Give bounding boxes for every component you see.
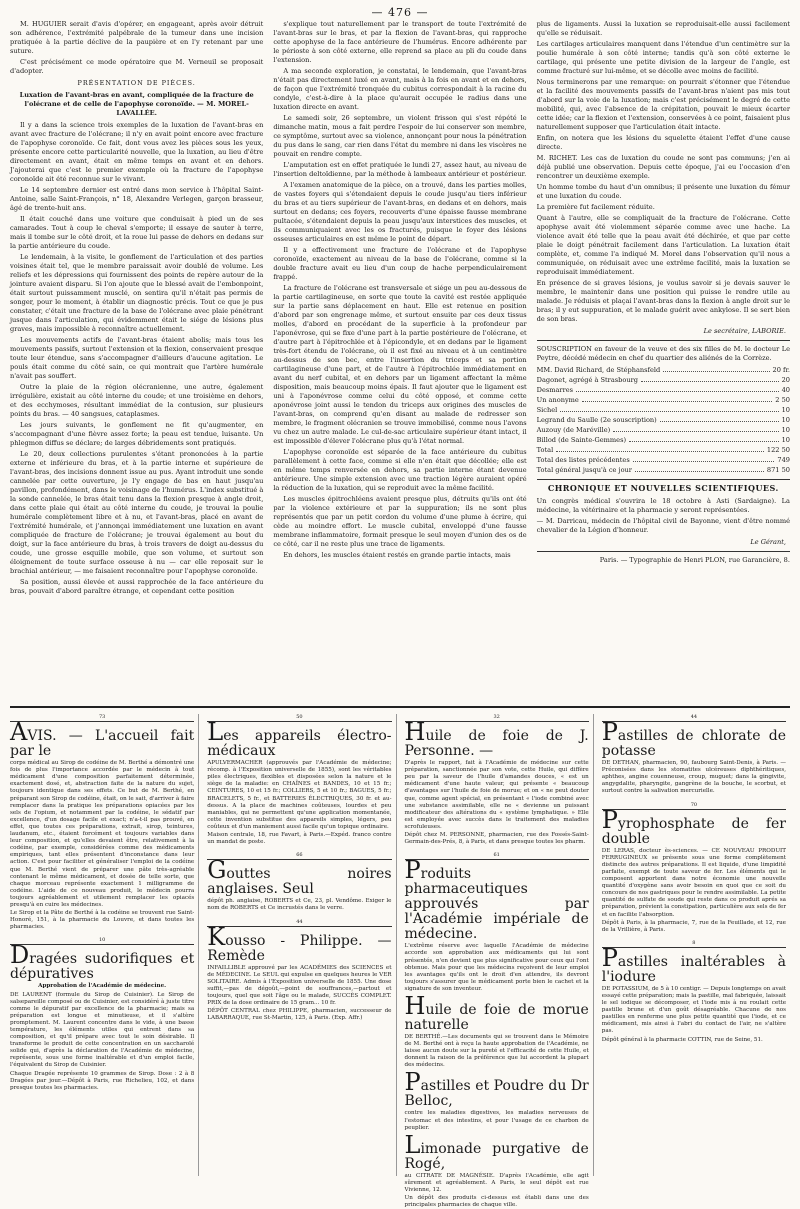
paragraph: En dehors, les muscles étaient restés en grande partie intacts, mais <box>283 551 511 559</box>
paragraph: Il était couché dans une voiture que conduisait à pied un de ses camarades. Tout à coup le cheval s'emporte; il essaye de sauter à terre, mais il tombe sur le côté droit, et la roue lui passe de dehors en dedans sur la partie antérieure du coude. <box>10 215 264 250</box>
subscriber-name: Un anonyme <box>536 396 579 404</box>
subscription-row <box>537 425 790 435</box>
ad-title: Les appareils électro-médicaux <box>207 718 392 760</box>
paragraph: plus de ligaments. Aussi la luxation se reproduisait-elle aussi facilement qu'elle se réduisait. <box>536 20 790 37</box>
subscription-amount: 40 <box>781 386 790 394</box>
paragraph: Quant à l'autre, elle se compliquait de la fracture de l'olécrane. Cette apophyse avait été violemment séparée comme avec une hache. La violence avait été telle que la peau avait été déchirée, et que par cette plaie le doigt pénétrait facilement dans l'articulation. La luxation était complète, et, comme l'a indiqué M. Morel dans l'observation qu'il nous a communiquée, on réduisait avec une extrême facilité, mais la luxation se reproduisait immédiatement. <box>536 214 790 276</box>
paragraph: En présence de si graves lésions, je voulus savoir si je devais sauver le membre, le maintenir dans une position qui puisse le rendre utile au malade. Je réduisis et plaçai l'avant-bras dans la flexion à angle droit sur le bras; il y eut suppuration, et le malade guérit avec ankylose. Il se sert bien de son bras. <box>536 279 790 323</box>
paragraph: Le samedi soir, 26 septembre, un violent frisson qui s'est répété le dimanche matin, mous a fait perdre l'espoir de lui conserver son membre, ce symptôme, surtout avec sa violence, annonçant pour nous la pénétration du pus dans le sang, car rien dans l'état du membre ni dans les viscères ne pouvait en rendre compte. <box>273 114 527 158</box>
advertisement <box>602 940 786 1044</box>
leader-dots <box>663 365 769 372</box>
subscription-row <box>537 465 790 475</box>
ad-number: 32 <box>405 714 589 722</box>
ad-title: Huile de foie de morue naturelle <box>404 991 589 1033</box>
advertisement <box>10 714 194 931</box>
ad-title: Kousso - Philippe. — Remède <box>207 922 392 964</box>
ad-column-2 <box>207 714 396 1176</box>
leader-dots <box>633 455 775 462</box>
advertisement <box>602 802 786 934</box>
ad-footer: Dépôt à Paris, à la pharmacie, 7, rue de la Feuillade, et 12, rue de la Vrillière, à Paris. <box>601 919 786 933</box>
paragraph: La première fut facilement réduite. <box>536 203 655 211</box>
paragraph: C'est précisément ce mode opératoire que M. Verneuil se proposait d'adopter. <box>10 58 264 75</box>
article-subhead: Luxation de l'avant-bras en avant, compliquée de la fracture de l'olécrane et de celle de l'apophyse coronoïde. — M. MOREL-LAVALLÉE. <box>19 91 254 117</box>
ad-number: 61 <box>405 852 589 860</box>
subscriber-name: Auzouy (de Maréville) <box>536 426 611 434</box>
ad-column-1 <box>10 714 199 1176</box>
ad-title: Gouttes noires anglaises. Seul <box>207 856 392 898</box>
advertisement <box>10 937 194 1092</box>
paragraph: Les muscles épitrochléens avaient presque plus, détruits qu'ils ont été par la violence extérieure et par la suppuration; ils ne sont plus représentés que par un petit cordon du volume d'une plume à écrire, qui cède au moindre effort. Le muscle cubital, enveloppé d'une fausse membrane inflammatoire, formait presque le seul moyen d'union des os de ce côté, car il ne reste plus une trace de ligaments. <box>273 495 527 548</box>
article-columns <box>10 20 790 700</box>
divider <box>537 479 790 480</box>
divider <box>537 340 790 341</box>
subscription-row <box>537 385 790 395</box>
subscription-row <box>537 365 790 375</box>
ad-footer: Maison centrale, 18, rue Favart, à Paris.—Expéd. franco contre un mandat de poste. <box>207 832 392 846</box>
paragraph: L'apophyse coronoïde est séparée de la face antérieure du cubitus parallèlement à cette face, comme si elle n'en était que décollée; elle est en même temps renversée en dehors, sa partie interne étant devenue antérieure. Une simple extension avec une traction légère auraient opéré la réduction de la luxation, qui se reproduit avec la même facilité. <box>273 448 527 492</box>
advertisement <box>404 991 589 1069</box>
subscription-amount: 20 fr. <box>772 366 790 374</box>
subscription-row <box>537 375 790 385</box>
advertisement <box>207 714 391 846</box>
paragraph: Nous terminerons par une remarque: on pourrait s'étonner que l'étendue et la facilité des mouvements passifs de l'avant-bras n'aient pas mis tout d'abord sur la voie de la luxation; mais c'est précisément le degré de cette mobilité, qui, avec l'absence de la crépitation, pouvait le mieux écarter cette idée; car la flexion et l'extension, conservées à ce point, faisaient plus naturellement supposer que l'articulation était intacte. <box>536 78 790 131</box>
subscription-row <box>537 445 790 455</box>
advertisement <box>207 852 391 912</box>
ad-body: D'après le rapport, fait à l'Académie de médecine sur cette préparation, sanctionnée par son vote, cette Huile, qui diffère peu par la saveur de l'huile d'amandes douces, « est un médicament d'une haute valeur, qui présente « beaucoup d'avantages sur l'huile de foie de morue; et on « ne peut douter que, comme agent spécial, en présentant « l'iode combiné avec une substance assimilable, elle ne « devienne un puissant modificateur des altérations du « système lymphatique. » Elle est employée avec succès dans le traitement des maladies scrofuleuses. <box>404 760 589 830</box>
ad-number: 44 <box>602 714 786 722</box>
subscription-row <box>537 395 790 405</box>
ad-title: Pastilles de chlorate de potasse <box>601 718 786 760</box>
leader-dots <box>576 385 779 392</box>
ads-divider <box>10 706 790 708</box>
ad-body: DE LAURENT (formule du Sirop de Cuisinier). Le Sirop de salsepareille composé ou de Cuisinier, est considéré à juste titre comme le dépuratif par excellence de la pharmacie; mais sa préparation est longue et minutieuse, et il s'altère promptement. M. Laurent concentre dans le vide, à une basse température, les éléments utiles qui entrent dans sa composition, et qu'il prépare avec tout le soin désirable. Il transforme le produit de cette concentration en un saccharolé solide qui, d'après la déclaration de l'Académie de médecine, représente, sous une forme inaltérable et d'un emploi facile, l'équivalent du Sirop de Cuisinier. <box>10 991 195 1069</box>
article-column-2 <box>273 20 526 700</box>
advertisement <box>405 852 589 993</box>
subscription-amount: 871 50 <box>766 466 790 474</box>
subscriber-name: Total général jusqu'à ce jour <box>536 466 632 474</box>
ad-number: 73 <box>10 714 194 722</box>
ad-subtitle: Approbation de l'Académie de médecine. <box>38 983 167 990</box>
paragraph: Il y a effectivement une fracture de l'olécrane et de l'apophyse coronoïde, exactement au niveau de la base de l'olécrane, comme si la double fracture avait eu lieu d'un coup de hache perpendiculairement frappé. <box>273 246 527 281</box>
ad-column-4 <box>602 714 790 1176</box>
subscriber-name: Billod (de Sainte-Gemmes) <box>536 436 627 444</box>
ad-footer: Un dépôt des produits ci-dessus est établi dans une des principales pharmacies de chaque ville. <box>404 1195 589 1209</box>
leader-dots <box>560 405 778 412</box>
ad-number: 8 <box>602 940 786 948</box>
section-title: PRÉSENTATION DE PIÈCES. <box>77 79 196 87</box>
paragraph: Un homme tombe du haut d'un omnibus; il présente une luxation du fémur et une luxation du coude. <box>536 183 790 200</box>
printer-imprint: Paris. — Typographie de Henri PLON, rue Garancière, 8. <box>599 556 790 564</box>
subscription-list <box>537 365 790 445</box>
paragraph: Les mouvements actifs de l'avant-bras étaient abolis; mais tous les mouvements passifs, surtout l'extension et la flexion, conservaient presque toute leur étendue, sans s'accompagner d'ailleurs d'aucune agitation. Le pouls était comme du côté sain, ce qui montrait que l'artère humérale n'avait pas souffert. <box>10 336 264 380</box>
subscriber-name: Desmarres <box>536 386 574 394</box>
ad-footer: Dépôt chez M. PERSONNE, pharmacien, rue des Fossés-Saint-Germain-des-Prés, 8, à Paris, et dans presque toutes les pharm. <box>404 832 589 846</box>
ad-body: DE POTASSIUM, de 5 à 10 centigr. — Depuis longtemps on avait essayé cette préparation; mais la pastille, mal fabriquée, laissait le sel iodique se décomposer, et l'iode mis à nu roulait cette pastille brune et d'un goût désagréable. Chacune de nos pastilles en renferme une plus petite quantité que l'iode, et ce médicament, mis ainsi à l'abri du contact de l'air, ne s'altère pas. <box>601 985 786 1035</box>
divider <box>537 551 790 552</box>
subscription-amount: 10 <box>781 416 790 424</box>
ad-number: 66 <box>207 852 391 860</box>
paragraph: Il y a dans la science trois exemples de la luxation de l'avant-bras en avant avec fracture de l'olécrane; il n'y en avait point encore avec fracture de l'apophyse coronoïde. Ce fait, dont vous avez les pièces sous les yeux, présente encore cette particularité nouvelle, que la luxation, au lieu d'être directement en avant, était en même temps en avant et en dehors. J'ajouterai que c'est le premier exemple où la fracture de l'apophyse coronoïde ait été reconnue sur le vivant. <box>10 121 264 183</box>
subscription-totals <box>537 445 790 475</box>
paragraph: Un congrès médical s'ouvrira le 18 octobre à Asti (Sardaigne). La médecine, la vétérinaire et la pharmacie y seront représentées. <box>536 497 790 514</box>
paragraph: Outre la plaie de la région olécranienne, une autre, également irrégulière, existait au côté interne du coude; et une troisième en dehors, et des ecchymoses, résultant immédiat de la contusion, sur plusieurs points du bras. — 40 sangsues, cataplasmes. <box>10 383 264 418</box>
subscription-amount: 2 50 <box>775 396 790 404</box>
ad-body: INFAILLIBLE approuvé par les ACADÉMIES des SCIENCES et de MÉDECINE. Le SEUL qui expulse en quelques heures le VER SOLITAIRE. Admis à l'Exposition universelle de 1855. Une dose suffit,—pas de dégoût,—point de souffrances,—partout et toujours, quel que soit l'âge ou le malade, SUCCÈS COMPLET. PRIX de la dose ordinaire de 15 gram... 10 fr. <box>207 964 392 1007</box>
ad-body: APULVERMACHER (approuvés par l'Académie de médecine; récomp. à l'Exposition universelle de 1855), sont les véritables piles électriques, flexibles et disposées selon la nature et le siège de la maladie: en CHAÎNES et BANDES, 10 et 15 fr.; CEINTURES, 10 et 15 fr.; COLLIERS, 5 et 10 fr.; BAGUES, 5 fr.; BRACELETS, 5 fr., et BATTERIES ÉLECTRIQUES, 30 fr. et au-dessus. A la place de machines coûteuses, lourdes et peu maniables, qui ne permettent qu'une application momentanée, cette invention substitue des appareils simples, légers, peu coûteux et d'un maniement aussi facile qu'un topique ordinaire. <box>207 760 392 830</box>
leader-dots <box>641 375 779 382</box>
leader-dots <box>635 465 764 472</box>
advertisement <box>404 1068 589 1131</box>
leader-dots <box>660 415 779 422</box>
ad-title: Huile de foie de J. Personne. — <box>404 718 589 760</box>
ad-number: 50 <box>207 714 391 722</box>
paragraph: M. RICHET. Les cas de luxation du coude ne sont pas communs; j'en ai déjà publié une observation. Depuis cette époque, j'ai eu l'occasion d'en rencontrer un deuxième exemple. <box>536 154 790 180</box>
subscription-row <box>537 415 790 425</box>
subscription-amount: 10 <box>781 436 790 444</box>
subscription-amount: 10 <box>781 426 790 434</box>
ad-title: Pastilles inaltérables à l'iodure <box>601 943 786 985</box>
advertisement <box>207 919 391 1023</box>
subscription-amount: 10 <box>781 406 790 414</box>
ad-body: L'extrême réserve avec laquelle l'Académie de médecine accorde son approbation aux médicaments qui lui sont présentés, n'en devient que plus significative pour ceux qui l'ont obtenue. Mais pour que les médecins reçoivent de leur emploi les avantages qu'ils ont le droit d'en attendre, ils devront toujours s'assurer que le médicament porte bien le cachet et la signature de son inventeur. <box>404 943 589 992</box>
chronicle-title: CHRONIQUE ET NOUVELLES SCIENTIFIQUES. <box>547 483 779 493</box>
paragraph: Sa position, aussi élevée et aussi rapprochée de la face antérieure du bras, pouvait d'abord paraître étrange, et cependant cette position <box>10 578 264 595</box>
subscription-title: SOUSCRIPTION en faveur de la veuve et des six filles de M. le docteur Le Peytre, décédé médecin en chef du quartier des aliénés de la Corrèze. <box>536 345 790 362</box>
leader-dots <box>613 425 778 432</box>
page-number: — 476 — <box>371 6 429 19</box>
ad-title: Dragées sudorifiques et dépuratives <box>10 941 195 983</box>
ad-title: Limonade purgative de Rogé, <box>404 1130 589 1172</box>
subscriber-name: Total des listes précédentes <box>536 456 630 464</box>
ad-body: DE LERAS, docteur ès-sciences. — CE NOUVEAU PRODUIT FERRUGINEUX se présente sous une forme complètement distincte des autres préparations. Il est liquide, d'une limpidité parfaite, exempt de toute saveur de fer. Les éléments qui le composent apportent dans notre économie une nouvelle quantité d'oxygène sans avoir besoin en quoi que ce soit du concours de nos gastriques pour le rendre assimilable. La petite quantité de sulfate de soude qui reste dans ce produit aprés sa préparation, prévient la constipation, particulière aux sels de fer et en facilite l'absorption. <box>601 847 786 918</box>
ad-title: Pyrophosphate de fer double <box>601 805 786 847</box>
ad-body: contre les maladies digestives, les maladies nerveuses de l'estomac et des intestins, et pour l'usage de ce charbon de peuplier. <box>404 1110 589 1131</box>
subscription-amount: 122 50 <box>766 446 790 454</box>
paragraph: s'explique tout naturellement par le transport de toute l'extrémité de l'avant-bras sur le bras, et par la flexion de l'avant-bras, qui rapproche cette apophyse de la face antérieure de l'humérus. Encore adhérente par le périoste à son côté externe, elle reprend sa place au pli du coude dans l'extension. <box>273 20 527 64</box>
subscriber-name: Sichel <box>536 406 558 414</box>
subscription-amount: 749 <box>777 456 790 464</box>
ad-body: DE DETHAN, pharmacien, 90, faubourg Saint-Denis, à Paris. — Préconisées dans les stomatites ulcéreuses diphthéritiques, aphthes, angine couenneuse, croup, muguet; dans la gingivite, angygdalite, pharyngite, gangrène de la bouche, le scorbut, et surtout contre la salivation mercurielle. <box>601 760 786 795</box>
ad-body: DE BERTHÉ.—Les documents qui se trouvent dans le Mémoire de M. Berthé ont à reçu la haute approbation de l'Académie, ne laisse aucun doute sur la pureté et l'efficacité de cette Huile, et donnent la raison de la préférence que lui accordent la plupart des médecins. <box>404 1033 589 1069</box>
paragraph: Le 20, deux collections purulentes s'étant prononcées à la partie externe et inférieure du bras, et à la partie interne et supérieure de l'avant-bras, des incisions donnent issue au pus. Ayant introduit une sonde cannelée par cette ouverture, je l'y engage de bas en haut jusqu'au pavillon, profondément, dans le voisinage de l'humérus. L'index substitué à la sonde cannelée, le bras était tenu dans la flexion presque à angle droit, dans cette plaie qui était au côté interne du coude, je trouvai la poulie humérale complètement libre et à nu, et l'avant-bras, placé en avant de l'extrémité humérale, et j'annonçai immédiatement une luxation en avant compliquée de fracture de l'olécrane; je trouvai également au bout du doigt, sur la face antérieure du bras, à trois travers de doigt au-dessus du coude, une grosse esquille mobile, que son volume, et surtout son éloignement de toute surface osseuse à nu — car elle reposait sur le brachial antérieur, — me faisaient reconnaître pour l'apophyse coronoïde. <box>10 450 264 575</box>
newspaper-page <box>10 6 790 1209</box>
subscription-amount: 20 <box>781 376 790 384</box>
paragraph: Enfin, on notera que les lésions du squelette étaient l'effet d'une cause directe. <box>536 134 790 151</box>
subscription-row <box>537 435 790 445</box>
paragraph: L'amputation est en effet pratiquée le lundi 27, assez haut, au niveau de l'insertion deltoïdienne, par la méthode à lambeaux antérieur et postérieur. <box>273 161 527 178</box>
article-column-3 <box>537 20 790 700</box>
advertisement <box>404 1130 589 1209</box>
paragraph: A l'examen anatomique de la pièce, on a trouvé, dans les parties molles, de vastes foyers qui s'étendaient depuis le coude jusqu'au tiers inférieur du bras et au tiers supérieur de l'avant-bras, en dedans et en dehors, mais surtout en dedans; ces foyers, recouverts d'une épaisse fausse membrane pultacée, s'étendaient depuis la peau jusqu'aux interstices des muscles, et ils communiquaient avec les os fracturés, puisque le foyer des lésions osseuses articulaires en est même le point de départ. <box>273 181 527 243</box>
ad-number: 10 <box>10 937 194 945</box>
ad-footer: Chaque Dragée représente 10 grammes de Sirop. Dose : 2 à 8 Dragées par jour.—Dépôt à Paris, rue Richelieu, 102, et dans presque toutes les pharmacies. <box>10 1070 195 1091</box>
article-column-1 <box>10 20 263 700</box>
leader-dots <box>556 445 764 452</box>
paragraph: Les cartilages articulaires manquent dans l'étendue d'un centimètre sur la poulie humérale à son côté interne; tandis qu'à son côté externe le cartilage, qui présente une petite division de la largeur de l'angle, est comme fracturé sur lui-même, et se décolle avec moins de facilité. <box>536 40 790 75</box>
paragraph: La fracture de l'olécrane est transversale et siége un peu au-dessous de la partie cartilagineuse, en sorte que toute la cavité est restée appliquée sur la partie sans déplacement en haut. Elle est retenue en position d'abord par son engrenage même, et surtout ensuite par ces deux tissus molles, d'abord en procédant de la superficie à la profondeur par l'aponévrose, qui se fixe d'une part à la partie postérieure de l'olécrane, et d'autre part à l'épitrochlée et à l'épicondyle, et en dedans par le ligament très-fort étendu de l'olécrane, où il est fixé au niveau et à un centimètre au-dessus de son bec, entre l'insertion du triceps et sa portion cartilagineuse d'une part, et de l'autre à l'épitrochlée immédiatement en avant du nerf cubital, et en dehors par un ligament affectant la même disposition, mais beaucoup moins épais. Il faut ajouter que le ligament est uni à l'aponévrose comme celui du côté opposé, et comme cette aponévrose joint aussi le tendon du triceps aux origines des muscles de l'avant-bras, on comprend qu'en disant au malade de redresser son membre, le fragment olécranien se trouve immobilisé, comme nous l'avons vu chez un autre malade. Le cul-de-sac articulaire supérieur étant intact, il est impossible d'élever l'olécrane plus qu'à l'état normal. <box>273 284 527 445</box>
advertisements <box>10 714 790 1209</box>
ad-body: dépôt ph. anglaise, ROBERTS et Ce, 23, pl. Vendôme. Exiger le nom de ROBERTS et Ce incrustés dans le verre. <box>207 898 392 912</box>
ad-number: 44 <box>207 919 391 927</box>
ad-footer: Le Sirop et la Pâte de Berthé à la codéine se trouvent rue Saint-Honoré, 151, à la pharmacie du Louvre, et dans toutes les pharmacies. <box>10 910 195 931</box>
ad-body: au CITRATE DE MAGNÉSIE. D'après l'Académie, elle agit sûrement et agréablement. A Paris, le seul dépôt est rue Vivienne, 12. <box>404 1172 589 1193</box>
subscription-row <box>537 455 790 465</box>
ad-body: corps médical au Sirop de codéine de M. Berthé a démontré une fois de plus l'importance accordée par le médecin à tout médicament d'une composition parfaitement déterminée, exactement dosé, et, abstraction faite de la nature du sujet, toujours identique dans ses effets. Ce but de M. Berthé, en préparant son Sirop de codéine, était, on le sait, d'arriver à faire remplacer dans la pratique les préparations opiacées par les sels de l'opium, et notamment par la codéine, le sédatif par excellence, d'un dosage facile et exact; n'a-t-il pas prouvé, en effet, que toutes ces préparations, extrait, sirop, teintures, laudanum, etc., étaient forcément et toujours variables dans leur composition, et qu'elles devaient être, relativement à la codéine, par exemple, considérées comme des médicaments empiriques, tant elles présentent d'inconstance dans leur action. C'est pour faciliter et généraliser l'emploi de la codéine que M. Berthé vient de préparer une pâte très-agréable contenant le même médicament, et dosée de telle sorte, que chaque morceau représente exactement 1 milligramme de codéine. L'aide de ce nouveau produit, le médecin pourra toujours agréablement et utilement remplacer les opiacés presqu'à en cuire les médecines. <box>10 760 195 908</box>
paragraph: — M. Darricau, médecin de l'hôpital civil de Bayonne, vient d'être nommé chevalier de la Légion d'honneur. <box>536 517 790 534</box>
paragraph: Le 14 septembre dernier est entré dans mon service à l'hôpital Saint-Antoine, salle Saint-François, n° 18, Alexandre Verlegen, garçon brasseur, âgé de trente-huit ans. <box>10 186 264 212</box>
subscriber-name: Legrand du Saulle (2e souscription) <box>536 416 657 424</box>
ad-title: AVIS. — L'accueil fait par le <box>10 718 195 760</box>
subscriber-name: Dagonet, agrégé à Strasbourg <box>536 376 638 384</box>
gerant-signature: Le Gérant, <box>750 538 786 546</box>
paragraph: Le lendemain, à la visite, le gonflement de l'articulation et des parties voisines était tel, que le membre paraissait avoir doublé de volume. Les reliefs et les dépressions qui fournissent des points de repère autour de la jointure avaient disparu. Si l'on ajoute que le blessé avait de l'embonpoint, était surtout puissamment musclé, on sentira qu'il n'était pas permis de songer, pour le moment, à établir un diagnostic précis. Tout ce que je pus constater, c'était une fracture de la base de l'olécrane avec plaie pénétrant jusque dans l'articulation, qui évidemment était le siége de lésions plus graves, mais impossible à reconnaître actuellement. <box>10 253 264 333</box>
paragraph: Les jours suivants, le gonflement ne fit qu'augmenter, en s'accompagnant d'une fièvre assez forte; la peau est tendue, luisante. Un phlegmon diffus se déclare; de larges débridements sont pratiqués. <box>10 421 264 447</box>
subscriber-name: Total <box>536 446 554 454</box>
subscriber-name: MM. David Richard, de Stéphansfeld <box>536 366 661 374</box>
ad-title: Pastilles et Poudre du Dr Belloc, <box>404 1068 589 1110</box>
ad-footer: DÉPÔT CENTRAL chez PHILIPPE, pharmacien, successeur de LABARRAQUE, rue St-Martin, 125, à Paris. (Exp. Affr.) <box>207 1008 392 1022</box>
paragraph: M. HUGUIER serait d'avis d'opérer, en engageant, après avoir détruit son adhérence, l'extrémité palpébrale de la tumeur dans une incision pratiquée à la partie déclive de la paupière et en l'y retenant par une suture. <box>10 20 264 55</box>
ad-number: 70 <box>602 802 786 810</box>
leader-dots <box>582 395 772 402</box>
secretary-signature: Le secrétaire, LABORIE. <box>703 327 786 335</box>
ad-column-3 <box>404 714 594 1209</box>
subscription-row <box>537 405 790 415</box>
leader-dots <box>629 435 779 442</box>
ad-title: Produits pharmaceutiques approuvés par l'Académie impériale de médecine. <box>404 856 589 943</box>
advertisement <box>405 714 589 846</box>
ad-footer: Dépôt général à la pharmacie COTTIN, rue de Seine, 51. <box>601 1036 763 1043</box>
advertisement <box>602 714 786 796</box>
paragraph: A ma seconde exploration, je constatai, le lendemain, que l'avant-bras n'était pas directement luxé en avant, mais à la fois en avant et en dehors, de façon que l'extrémité tronquée du cubitus correspondait à la racine du condyle, c'est-à-dire à la place qu'aurait occupée le radius dans une luxation directe en avant. <box>273 67 527 111</box>
